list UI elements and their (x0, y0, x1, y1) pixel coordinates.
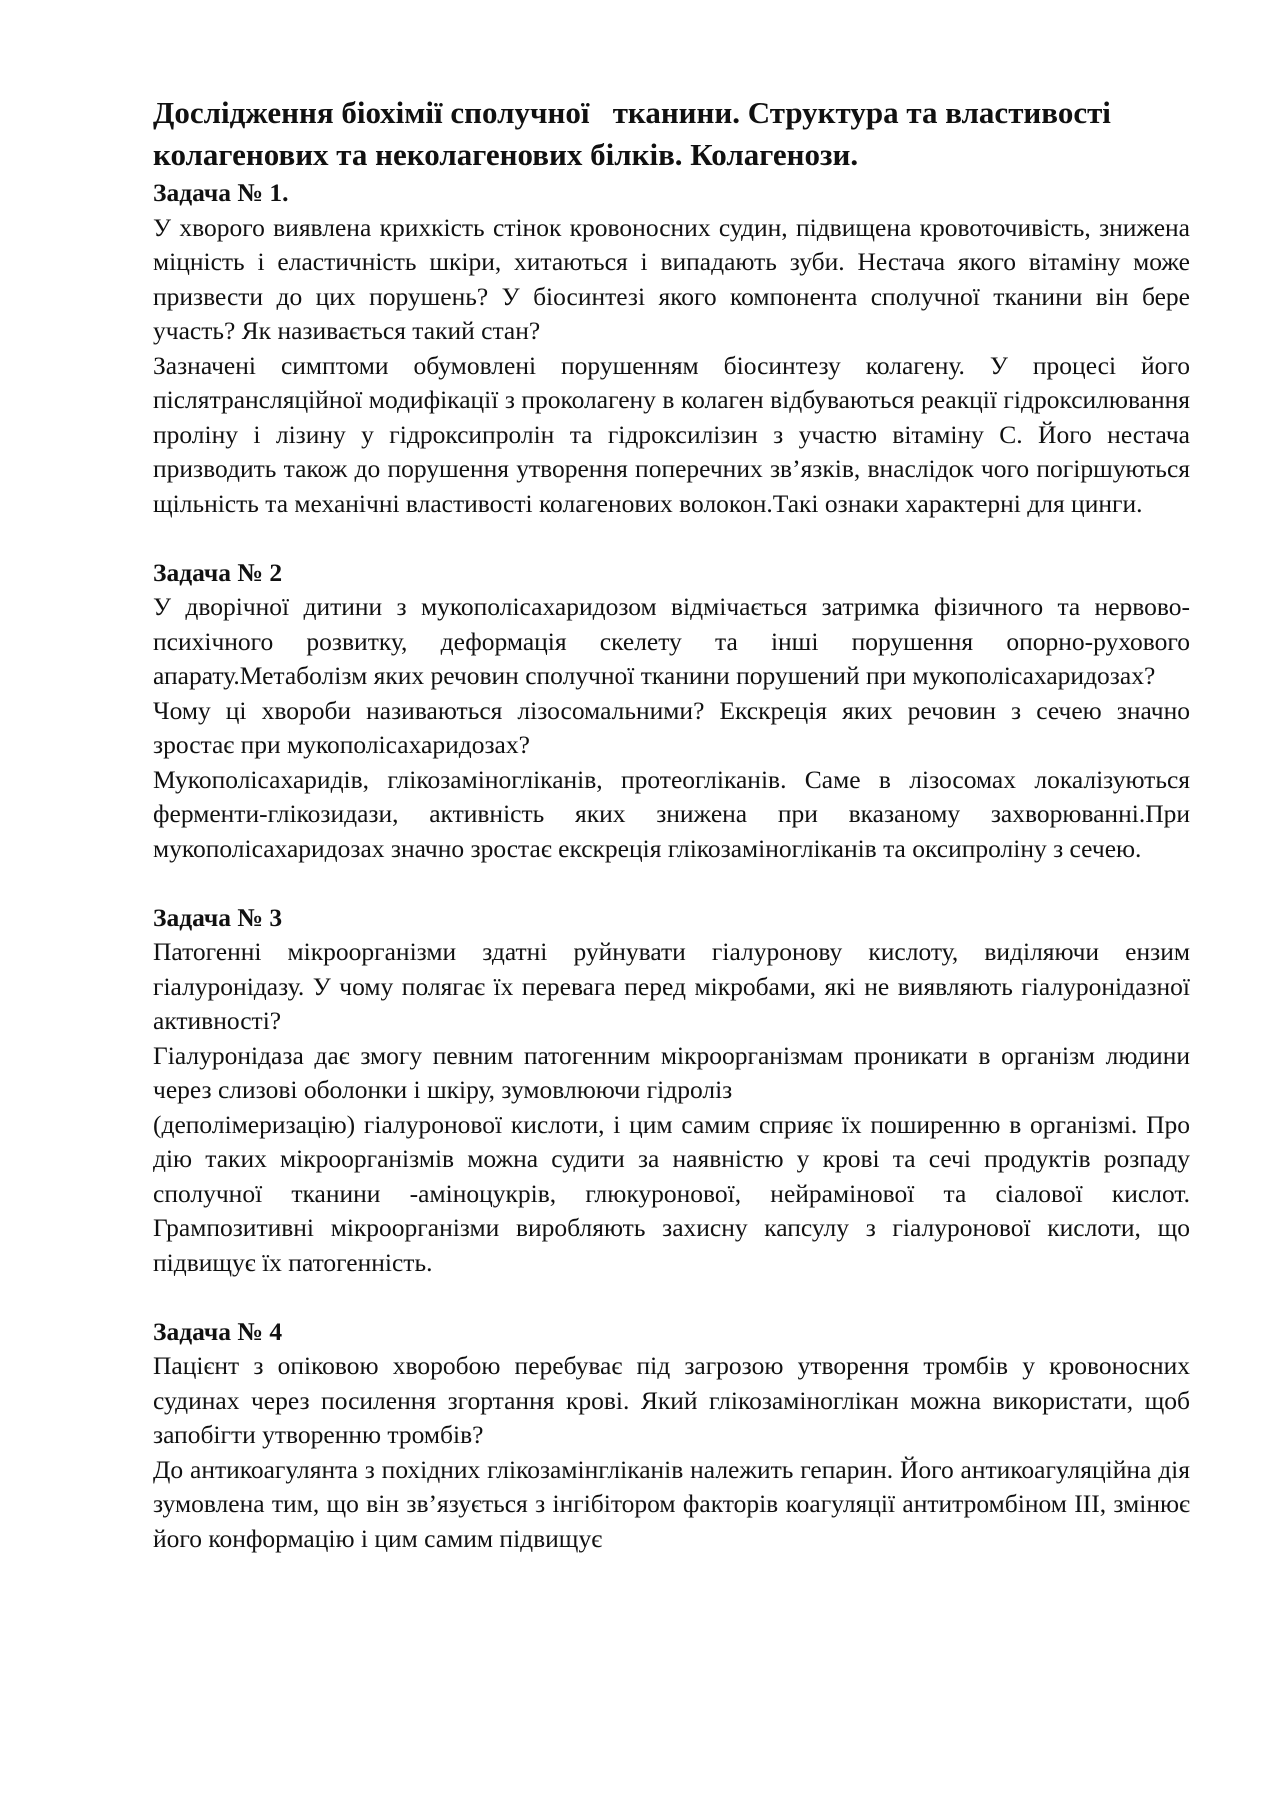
task-3-heading: Задача № 3 (153, 902, 283, 932)
task-3-question: Патогенні мікроорганізми здатні руйнувати гіалуронову кислоту, виділяючи ензим гіалуронідазу. У чому полягає їх перевага перед мікробами, які не виявляють гіалуронідазної активності? (153, 937, 1190, 1035)
task-1-heading: Задача № 1. (153, 178, 289, 207)
document-page (153, 92, 1190, 1556)
task-4 (153, 1315, 1190, 1557)
task-3-answer-1: Гіалуронідаза дає змогу певним патогенним мікроорганізмам проникати в організм людини через слизові оболонки і шкіру, зумовлюючи гідроліз (153, 1040, 1190, 1104)
task-3-answer-2: (деполімеризацію) гіалуронової кислоти, і цим самим сприяє їх поширенню в організмі. Про дію таких мікроорганізмів можна судити за наявністю у крові та сечі продуктів розпаду сполучної тканини -аміноцукрів, глюкуронової, нейрамінової та сіалової кислот. Грампозитивні мікроорганізми виробляють захисну капсулу з гіалуронової кислоти, що підвищує їх патогенність. (153, 1109, 1190, 1277)
task-4-heading: Задача № 4 (153, 1316, 283, 1346)
task-2-heading: Задача № 2 (153, 557, 283, 587)
task-3 (153, 901, 1190, 1281)
document-title: Дослідження біохімії сполучної тканини. Структура та властивості колагенових та неколагенових білків. Колагенози. (153, 95, 1119, 172)
task-4-question: Пацієнт з опіковою хворобою перебуває під загрозою утворення тромбів у кровоносних судинах через посилення згортання крові. Який глікозаміноглікан можна використати, щоб запобігти утворенню тромбів? (153, 1351, 1190, 1449)
task-1 (153, 176, 1190, 521)
task-2-question-2: Чому ці хвороби називаються лізосомальними? Екскреція яких речовин з сечею значно зростає при мукополісахаридозах? (153, 695, 1190, 759)
task-4-answer: До антикоагулянта з похідних глікозамінгліканів належить гепарин. Його антикоагуляційна дія зумовлена тим, що він зв’язується з інгібітором факторів коагуляції антитромбіном III, змінює його конформацію і цим самим підвищує (153, 1454, 1190, 1553)
task-2-answer: Мукополісахаридів, глікозаміногліканів, протеогліканів. Саме в лізосомах локалізуються ферменти-глікозидази, активність яких знижена при вказаному захворюванні.При мукополісахаридозах значно зростає екскреція глікозаміногліканів та оксипроліну з сечею. (153, 764, 1190, 863)
task-1-question: У хворого виявлена крихкість стінок кровоносних судин, підвищена кровоточивість, знижена міцність і еластичність шкіри, хитаються і випадають зуби. Нестача якого вітаміну може призвести до цих порушень? У біосинтезі якого компонента сполучної тканини він бере участь? Як називається такий стан? (153, 212, 1190, 345)
task-2 (153, 556, 1190, 867)
task-2-question-1: У дворічної дитини з мукополісахаридозом відмічається затримка фізичного та нервово-психічного розвитку, деформація скелету та інші порушення опорно-рухового апарату.Метаболізм яких речовин сполучної тканини порушений при мукополісахаридозах? (153, 592, 1190, 690)
spacer (153, 1280, 1190, 1315)
task-1-answer: Зазначені симптоми обумовлені порушенням біосинтезу колагену. У процесі його післятрансляційної модифікації з проколагену в колаген відбуваються реакції гідроксилювання проліну і лізину у гідроксипролін та гідроксилізин з участю вітаміну С. Його нестача призводить також до порушення утворення поперечних зв’язків, внаслідок чого погіршуються щільність та механічні властивості колагенових волокон.Такі ознаки характерні для цинги. (153, 350, 1190, 518)
spacer (153, 866, 1190, 901)
spacer (153, 521, 1190, 556)
